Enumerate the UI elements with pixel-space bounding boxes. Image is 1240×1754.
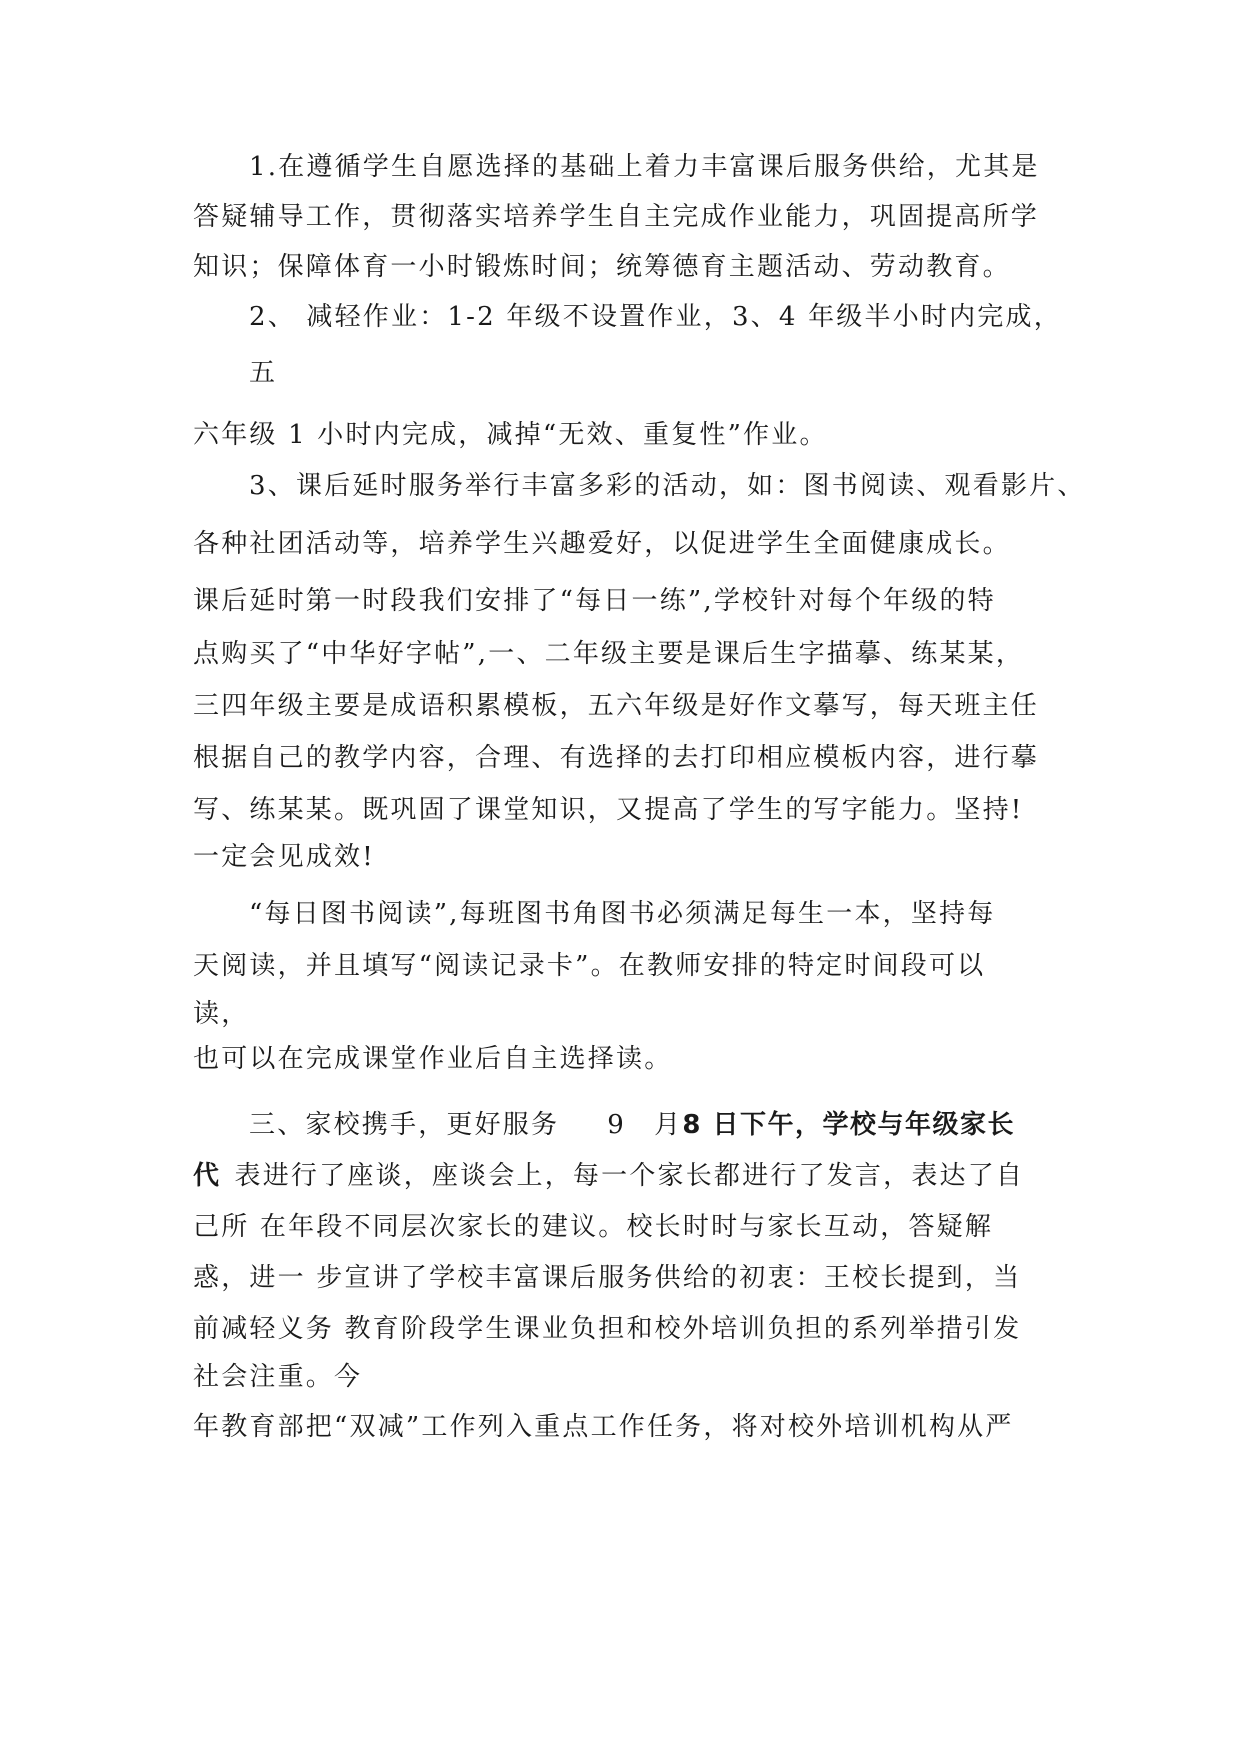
meeting-date-bold: 8 日下午，学校与年级家长 (682, 1110, 1016, 1140)
paragraph-4-line-4: 根据自己的教学内容，合理、有选择的去打印相应模板内容，进行摹 (193, 743, 1040, 773)
paragraph-3-line-2: 各种社团活动等，培养学生兴趣爱好，以促进学生全面健康成长。 (193, 529, 1011, 559)
paragraph-5-line-2: 天阅读，并且填写“阅读记录卡”。在教师安排的特定时间段可以 (193, 951, 986, 981)
paragraph-1-line-2: 答疑辅导工作，贯彻落实培养学生自主完成作业能力，巩固提高所学 (193, 202, 1040, 232)
section-three-line-4: 惑，进一 步宣讲了学校丰富课后服务供给的初衷：王校长提到，当 (193, 1263, 1022, 1293)
paragraph-5-line-4: 也可以在完成课堂作业后自主选择读。 (193, 1044, 673, 1074)
section-three-line-2 (193, 1159, 1024, 1193)
meeting-bold-start: 代 (193, 1161, 221, 1191)
paragraph-4-line-5: 写、练某某。既巩固了课堂知识，又提高了学生的写字能力。坚持! (193, 795, 1024, 825)
paragraph-5-line-1: “每日图书阅读”,每班图书角图书必须满足每生一本，坚持每 (249, 899, 996, 929)
section-three-heading: 三、家校携手，更好服务 (249, 1110, 560, 1140)
section-three-line-1 (249, 1108, 1015, 1142)
section-three-line-3: 己所 在年段不同层次家长的建议。校长时时与家长互动，答疑解 (193, 1212, 994, 1242)
paragraph-2-line-3: 六年级 1 小时内完成，减掉“无效、重复性”作业。 (193, 420, 828, 450)
section-three-line-5: 前减轻义务 教育阶段学生课业负担和校外培训负担的系列举措引发 (193, 1314, 1022, 1344)
paragraph-5-line-3: 读， (193, 999, 250, 1029)
meeting-text: 表进行了座谈，座谈会上，每一个家长都进行了发言，表达了自 (234, 1161, 1025, 1191)
section-three-line-7: 年教育部把“双减”工作列入重点工作任务，将对校外培训机构从严 (193, 1412, 1014, 1442)
paragraph-2-line-1: 2、 减轻作业：1-2 年级不设置作业，3、4 年级半小时内完成， (249, 302, 1062, 332)
paragraph-4-line-2: 点购买了“中华好字帖”,一、二年级主要是课后生字描摹、练某某， (193, 639, 1025, 669)
paragraph-3-line-1: 3、课后延时服务举行丰富多彩的活动，如：图书阅读、观看影片、 (249, 471, 1086, 501)
paragraph-4-line-3: 三四年级主要是成语积累模板，五六年级是好作文摹写，每天班主任 (193, 691, 1040, 721)
paragraph-2-line-2: 五 (249, 358, 278, 388)
paragraph-4-line-6: 一定会见成效! (193, 842, 375, 872)
section-three-line-6: 社会注重。今 (193, 1362, 363, 1392)
paragraph-1-line-3: 知识；保障体育一小时锻炼时间；统筹德育主题活动、劳动教育。 (193, 252, 1011, 282)
paragraph-4-line-1: 课后延时第一时段我们安排了“每日一练”,学校针对每个年级的特 (193, 586, 996, 616)
meeting-month: 9 月 (607, 1110, 683, 1140)
paragraph-1-line-1: 1.在遵循学生自愿选择的基础上着力丰富课后服务供给，尤其是 (249, 152, 1040, 182)
